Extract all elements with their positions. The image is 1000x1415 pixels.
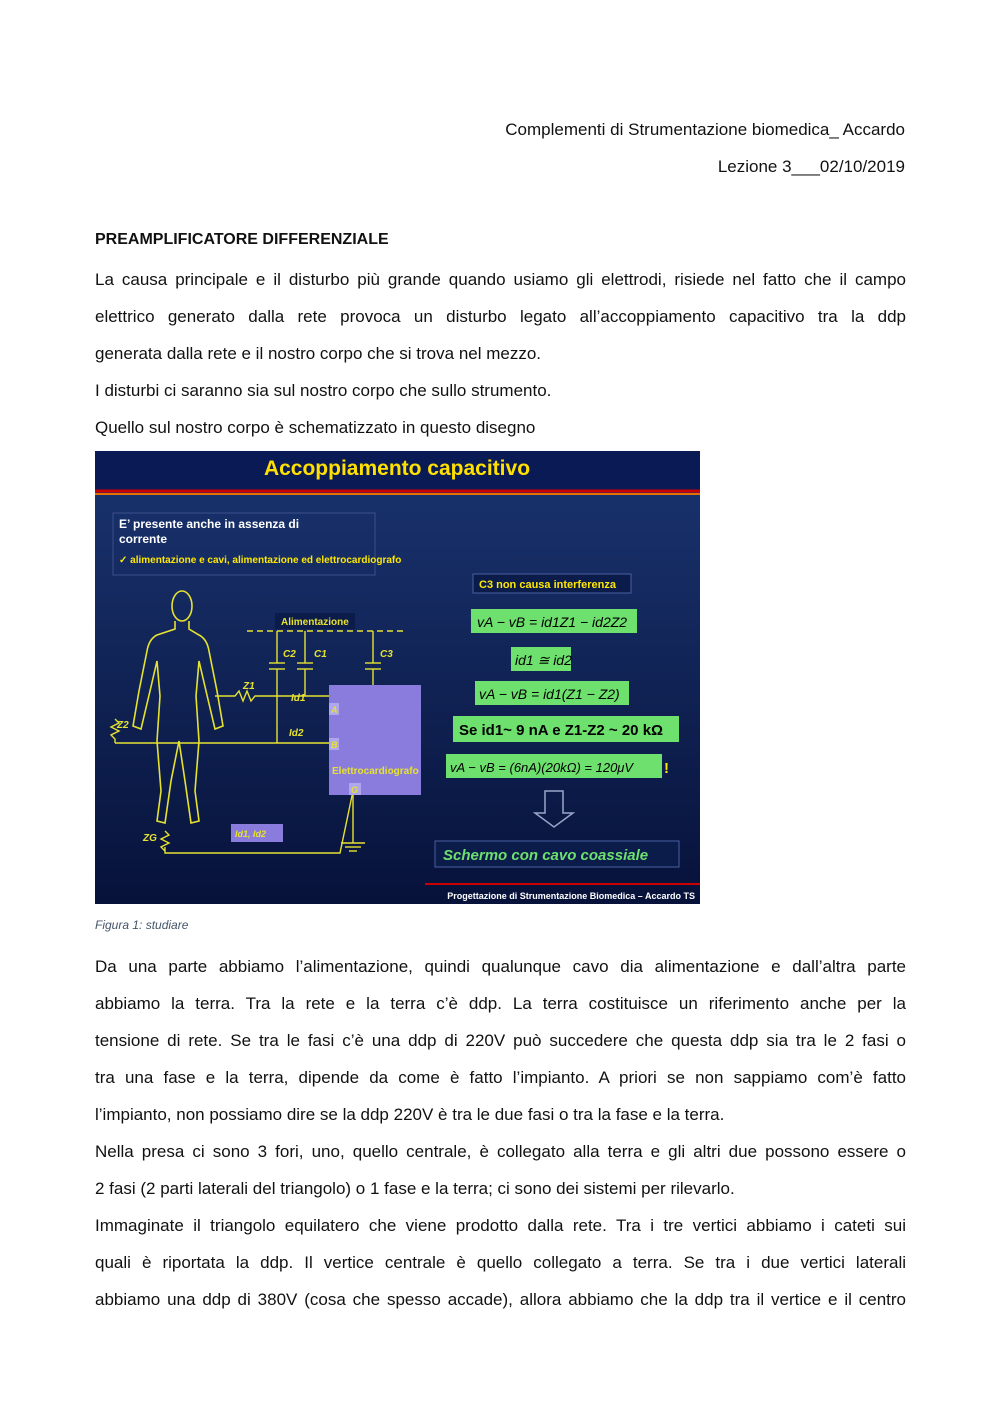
paragraph-line: tensione di rete. Se tra le fasi c’è una ddp di 220V può succedere che questa ddp sia tra le 2 fasi o	[95, 1031, 906, 1050]
paragraph-line: I disturbi ci saranno sia sul nostro corpo che sullo strumento.	[95, 381, 552, 400]
device-label: Elettrocardiografo	[332, 766, 419, 777]
paragraph-line: La causa principale e il disturbo più grande quando usiamo gli elettrodi, risiede nel fatto che il campo	[95, 270, 906, 289]
ecg-device	[329, 685, 421, 795]
id2-label: Id2	[289, 728, 304, 739]
body-paragraph	[95, 948, 906, 1318]
id1-label: Id1	[291, 693, 306, 704]
z2-label: Z2	[117, 720, 129, 731]
terminal-a: A	[331, 705, 338, 715]
figure-caption: Figura 1: studiare	[95, 918, 189, 932]
terminal-g: G	[351, 785, 359, 795]
slide-diagram	[95, 451, 700, 904]
equation-5-mark: !	[664, 760, 669, 777]
paragraph-line: Immaginate il triangolo equilatero che viene prodotto dalla rete. Tra i tre vertici abbiamo i cateti sui	[95, 1216, 906, 1235]
intro-paragraph	[95, 261, 906, 446]
supply-label: Alimentazione	[281, 617, 349, 628]
equation-4: Se id1~ 9 nA e Z1-Z2 ~ 20 kΩ	[459, 722, 664, 739]
currents-label: Id1, Id2	[235, 829, 267, 839]
result-label: Schermo con cavo coassiale	[443, 847, 649, 864]
equation-2: id1 ≅ id2	[515, 652, 572, 668]
paragraph-line: generata dalla rete e il nostro corpo che si trova nel mezzo.	[95, 344, 542, 363]
slide-bullet-line: E’ presente anche in assenza di	[119, 517, 300, 531]
paragraph-line: abbiamo una ddp di 380V (cosa che spesso accade), allora abbiamo che la ddp tra il vertice e il centro	[95, 1290, 906, 1309]
c1-label: C1	[314, 649, 327, 660]
paragraph-line: abbiamo la terra. Tra la rete e la terra c’è ddp. La terra costituisce un riferimento anche per la	[95, 994, 906, 1013]
paragraph-line: Nella presa ci sono 3 fori, uno, quello centrale, è collegato alla terra e gli altri due possono essere o	[95, 1142, 906, 1161]
paragraph-line: 2 fasi (2 parti laterali del triangolo) o 1 fase e la terra; ci sono dei sistemi per rilevarlo.	[95, 1179, 735, 1198]
paragraph-line: tra una fase e la terra, dipende da come è fatto l’impianto. A priori se non sappiamo com’è fatto	[95, 1068, 906, 1087]
zg-label: ZG	[143, 833, 157, 844]
c3-note: C3 non causa interferenza	[479, 579, 616, 591]
course-header: Complementi di Strumentazione biomedica_ Accardo	[505, 120, 905, 139]
paragraph-line: Da una parte abbiamo l’alimentazione, quindi qualunque cavo dia alimentazione e dall’altra parte	[95, 957, 906, 976]
equation-5: vA − vB = (6nA)(20kΩ) = 120μV	[450, 760, 634, 775]
paragraph-line: l’impianto, non possiamo dire se la ddp 220V è tra le due fasi o tra la fase e la terra.	[95, 1105, 725, 1124]
terminal-b: B	[331, 740, 338, 750]
slide-footer: Progettazione di Strumentazione Biomedica – Accardo TS	[447, 891, 695, 901]
paragraph-line: quali è riportata la ddp. Il vertice centrale è quello collegato a terra. Se tra i due vertici laterali	[95, 1253, 906, 1272]
slide-title: Accoppiamento capacitivo	[263, 457, 531, 480]
slide-bullet-line: corrente	[119, 532, 168, 546]
slide-sub-bullet: ✓ alimentazione e cavi, alimentazione ed elettrocardiografo	[119, 555, 402, 566]
paragraph-line: elettrico generato dalla rete provoca un disturbo legato all’accoppiamento capacitivo tra la ddp	[95, 307, 906, 326]
figure-slide	[95, 451, 700, 904]
c2-label: C2	[283, 649, 296, 660]
paragraph-line: Quello sul nostro corpo è schematizzato in questo disegno	[95, 418, 536, 437]
c3-label: C3	[380, 649, 393, 660]
equation-3: vA − vB = id1(Z1 − Z2)	[479, 686, 620, 702]
z1-label: Z1	[243, 681, 255, 692]
equation-1: vA − vB = id1Z1 − id2Z2	[477, 614, 628, 630]
section-title: PREAMPLIFICATORE DIFFERENZIALE	[95, 231, 389, 248]
lesson-header: Lezione 3___02/10/2019	[717, 157, 905, 176]
